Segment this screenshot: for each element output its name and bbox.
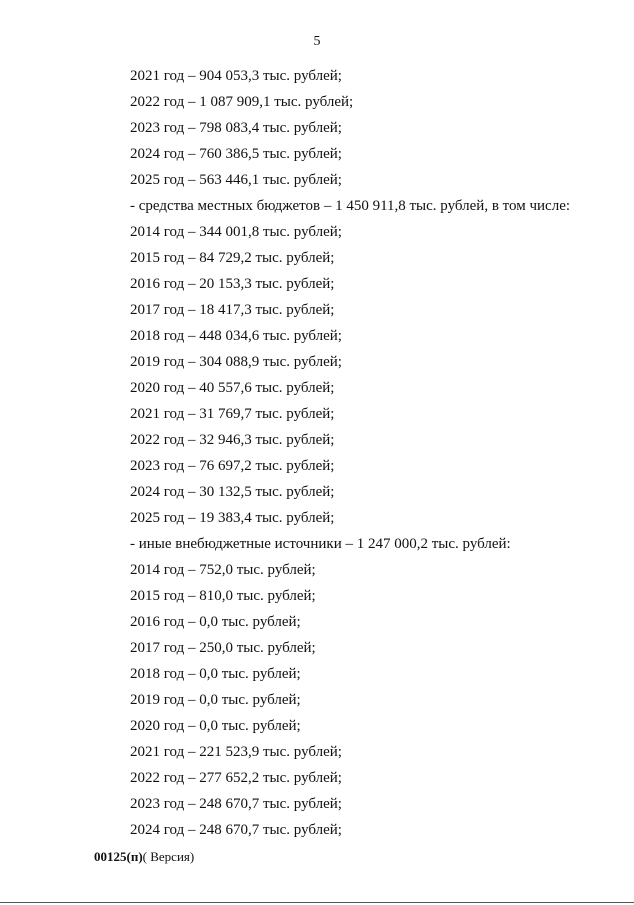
text-line: 2019 год – 0,0 тыс. рублей;	[130, 692, 301, 708]
text-line: 2018 год – 0,0 тыс. рублей;	[130, 666, 301, 682]
bottom-rule	[0, 902, 634, 903]
text-line: 2022 год – 32 946,3 тыс. рублей;	[130, 432, 335, 448]
page-number: 5	[313, 34, 321, 49]
text-line: 2023 год – 76 697,2 тыс. рублей;	[130, 458, 335, 474]
section-heading-local-budgets: - средства местных бюджетов – 1 450 911,8 тыс. рублей, в том числе:	[130, 198, 571, 214]
text-line: 2016 год – 20 153,3 тыс. рублей;	[130, 276, 335, 292]
text-line: 2021 год – 221 523,9 тыс. рублей;	[130, 744, 342, 760]
document-code: 00125(п)	[94, 849, 143, 864]
document-version: ( Версия)	[142, 849, 195, 864]
footer	[94, 849, 194, 865]
text-line: 2017 год – 250,0 тыс. рублей;	[130, 640, 316, 656]
text-line: 2024 год – 760 386,5 тыс. рублей;	[130, 146, 342, 162]
text-line: 2022 год – 1 087 909,1 тыс. рублей;	[130, 94, 354, 110]
section-heading-other-sources: - иные внебюджетные источники – 1 247 000,2 тыс. рублей:	[130, 536, 511, 552]
text-line: 2024 год – 248 670,7 тыс. рублей;	[130, 822, 342, 838]
text-line: 2020 год – 0,0 тыс. рублей;	[130, 718, 301, 734]
text-line: 2023 год – 798 083,4 тыс. рублей;	[130, 120, 342, 136]
text-line: 2014 год – 344 001,8 тыс. рублей;	[130, 224, 342, 240]
text-line: 2014 год – 752,0 тыс. рублей;	[130, 562, 316, 578]
text-line: 2021 год – 31 769,7 тыс. рублей;	[130, 406, 335, 422]
text-line: 2023 год – 248 670,7 тыс. рублей;	[130, 796, 342, 812]
document-body	[130, 63, 620, 843]
text-line: 2025 год – 19 383,4 тыс. рублей;	[130, 510, 335, 526]
text-line: 2019 год – 304 088,9 тыс. рублей;	[130, 354, 342, 370]
text-line: 2024 год – 30 132,5 тыс. рублей;	[130, 484, 335, 500]
text-line: 2021 год – 904 053,3 тыс. рублей;	[130, 68, 342, 84]
text-line: 2015 год – 84 729,2 тыс. рублей;	[130, 250, 335, 266]
text-line: 2025 год – 563 446,1 тыс. рублей;	[130, 172, 342, 188]
text-line: 2015 год – 810,0 тыс. рублей;	[130, 588, 316, 604]
text-line: 2022 год – 277 652,2 тыс. рублей;	[130, 770, 342, 786]
text-line: 2017 год – 18 417,3 тыс. рублей;	[130, 302, 335, 318]
text-line: 2020 год – 40 557,6 тыс. рублей;	[130, 380, 335, 396]
text-line: 2018 год – 448 034,6 тыс. рублей;	[130, 328, 342, 344]
text-line: 2016 год – 0,0 тыс. рублей;	[130, 614, 301, 630]
